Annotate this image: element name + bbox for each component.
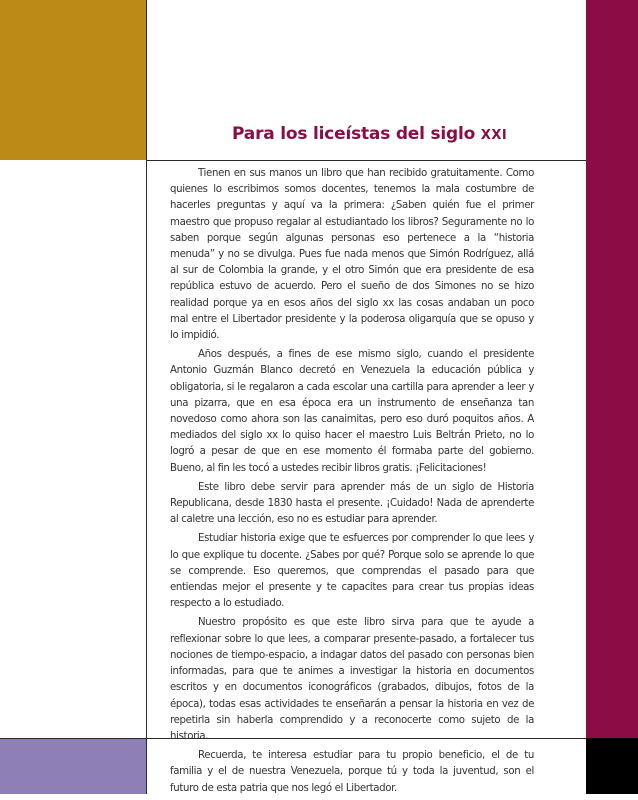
paragraph-4: Estudiar historia exige que te esfuerces por comprender lo que lees y lo que explique tu docente. ¿Sabes por qué? Porque solo se aprende lo que se comprende. Eso queremos, que comprendas el pasado para que entiendas mejor el presente y te capacites para crear tus propias ideas respecto a lo estudiado. [170, 533, 534, 610]
title-numeral: XXI [480, 128, 508, 143]
page-title [232, 124, 507, 144]
paragraph-3: Este libro debe servir para aprender más de un siglo de Historia Republicana, desde 1830 hasta el presente. ¡Cuidado! Nada de aprenderte al caletre una lección, eso no es estudiar para aprender. [170, 481, 534, 526]
top-rule [146, 160, 586, 161]
paragraph-5: Nuestro propósito es que este libro sirva para que te ayude a reflexionar sobre lo que lees, a comparar presente-pasado, a fortalecer tus nociones de tiempo-espacio, a indagar datos del pasado con personas bien informadas, para que te animes a investigar la historia en documentos escritos y en documentos iconográficos (grabados, dibujos, fotos de la época), todas esas actividades te enseñarán a pensar la historia en vez de repetirla sin haberla comprendido y a reconocerte como sujeto de la historia. [170, 617, 534, 742]
maroon-side-bar [586, 0, 638, 738]
black-corner-block [586, 738, 638, 794]
paragraph-6: Recuerda, te interesa estudiar para tu propio beneficio, el de tu familia y el de nuestra Venezuela, porque tú y toda la juventud, son el futuro de esta patria que nos legó el Libertador. [170, 750, 534, 794]
paragraph-2: Años después, a fines de ese mismo siglo, cuando el presidente Antonio Guzmán Blanco decretó en Venezuela la educación pública y obligatoria, si le regalaron a cada escolar una cartilla para aprender a leer y una pizarra, que en esa época era un instrumento de enseñanza tan novedoso como ahora son las canaimitas, pero eso duró poquitos años. A mediados del siglo xx lo quiso hacer el maestro Luis Beltrán Prieto, no lo logró a pesar de que en ese momento él formaba parte del gobierno. Bueno, al fin les tocó a ustedes recibir libros gratis. ¡Felicitaciones! [170, 349, 534, 474]
vertical-rule [146, 0, 147, 794]
body-text [170, 166, 534, 800]
title-main: Para los liceístas del siglo [232, 124, 481, 144]
gold-corner-block [0, 0, 146, 160]
paragraph-1: Tienen en sus manos un libro que han recibido gratuitamente. Como quienes lo escribimos somos docentes, tenemos la mala costumbre de hacerles preguntas y aquí va la primera: ¿Saben quién fue el primer maestro que propuso regalar al estudiantado los libros? Seguramente no lo saben porque según algunas personas eso pertenece a la “historia menuda” y no se divulga. Pues fue nada menos que Simón Rodríguez, allá al sur de Colombia la grande, y el otro Simón que era presidente de esa república estuvo de acuerdo. Pero el sueño de dos Simones no se hizo realidad porque ya en esos años del siglo xx las cosas andaban un poco mal entre el Libertador presidente y la poderosa oligarquía que se opuso y lo impidió. [170, 168, 534, 342]
lavender-corner-block [0, 738, 146, 794]
